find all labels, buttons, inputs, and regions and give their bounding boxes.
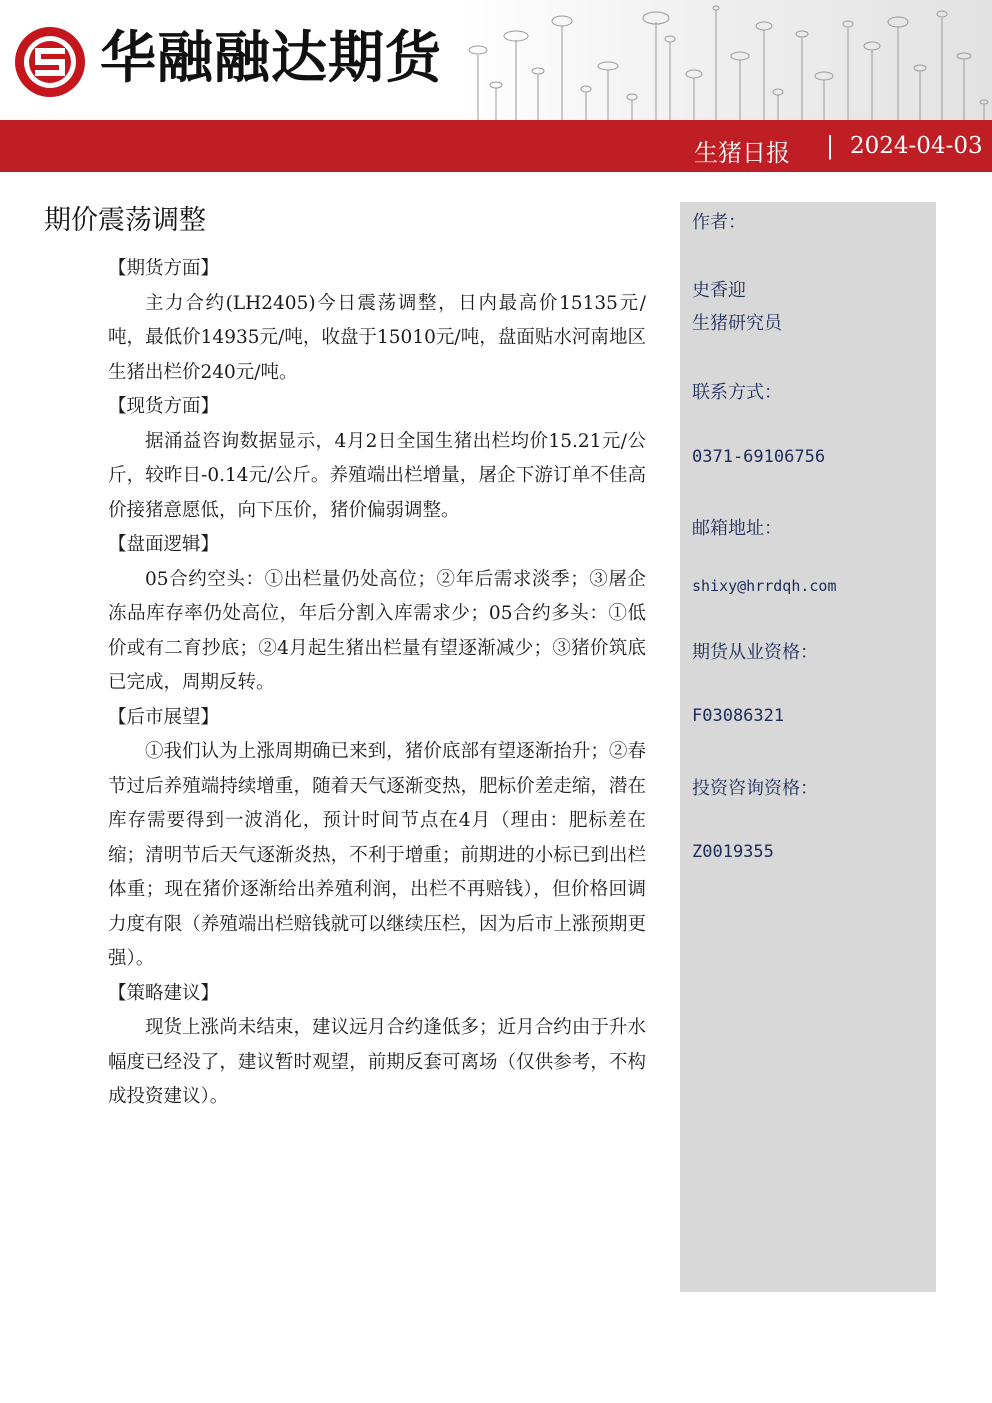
company-logo-icon — [12, 24, 88, 100]
advisory-cert-number: Z0019355 — [692, 842, 774, 862]
author-role: 生猪研究员 — [692, 313, 782, 334]
author-sidebar — [680, 202, 936, 1292]
section-heading-outlook: 【后市展望】 — [108, 706, 220, 728]
banner-separator: | — [826, 132, 835, 160]
contact-phone: 0371-69106756 — [692, 447, 826, 467]
section-paragraph-outlook: ①我们认为上涨周期确已来到，猪价底部有望逐渐抬升；②春节过后养殖端持续增重，随着天气逐渐变热，肥标价差走缩，潜在库存需要得到一波消化，预计时间节点在4月（理由：肥标差在缩；清明节后天气逐渐炎热，不利于增重；前期进的小标已到出栏体重；现在猪价逐渐给出养殖利润，出栏不再赔钱），但价格回调力度有限（养殖端出栏赔钱就可以继续压栏，因为后市上涨预期更强）。 — [108, 741, 646, 969]
futures-cert-number: F03086321 — [692, 706, 785, 726]
page-title: 期价震荡调整 — [44, 205, 206, 236]
report-banner — [0, 120, 992, 172]
header-decoration — [458, 0, 992, 120]
section-paragraph-strategy: 现货上涨尚未结束，建议远月合约逢低多；近月合约由于升水幅度已经没了，建议暂时观望，前期反套可离场（仅供参考，不构成投资建议）。 — [108, 1017, 646, 1107]
email-label: 邮箱地址： — [692, 518, 782, 539]
author-name: 史香迎 — [692, 280, 746, 301]
contact-label: 联系方式： — [692, 382, 782, 403]
report-name: 生猪日报 — [694, 139, 790, 167]
report-body — [108, 252, 646, 1115]
section-heading-strategy: 【策略建议】 — [108, 982, 220, 1004]
section-paragraph-logic: 05合约空头：①出栏量仍处高位；②年后需求淡季；③屠企冻品库存率仍处高位，年后分割入库需求少；05合约多头：①低价或有二育抄底；②4月起生猪出栏量有望逐渐减少；③猪价筑底已完成，周期反转。 — [108, 568, 646, 693]
section-heading-logic: 【盘面逻辑】 — [108, 534, 220, 555]
section-heading-futures: 【期货方面】 — [108, 258, 220, 279]
section-heading-spot: 【现货方面】 — [108, 396, 220, 417]
email-link[interactable]: shixy@hrrdqh.com — [692, 577, 837, 595]
section-paragraph-futures: 主力合约(LH2405)今日震荡调整，日内最高价15135元/吨，最低价14935元/吨，收盘于15010元/吨，盘面贴水河南地区生猪出栏价240元/吨。 — [108, 292, 646, 383]
section-paragraph-spot: 据涌益咨询数据显示，4月2日全国生猪出栏均价15.21元/公斤，较昨日-0.14元/公斤。养殖端出栏增量，屠企下游订单不佳高价接猪意愿低，向下压价，猪价偏弱调整。 — [108, 430, 646, 521]
brand-name: 华融融达期货 — [100, 26, 442, 91]
advisory-cert-label: 投资咨询资格： — [692, 778, 818, 799]
futures-cert-label: 期货从业资格： — [692, 642, 818, 663]
report-date: 2024-04-03 — [850, 133, 983, 159]
author-label: 作者： — [692, 212, 746, 233]
page-header — [0, 0, 992, 120]
